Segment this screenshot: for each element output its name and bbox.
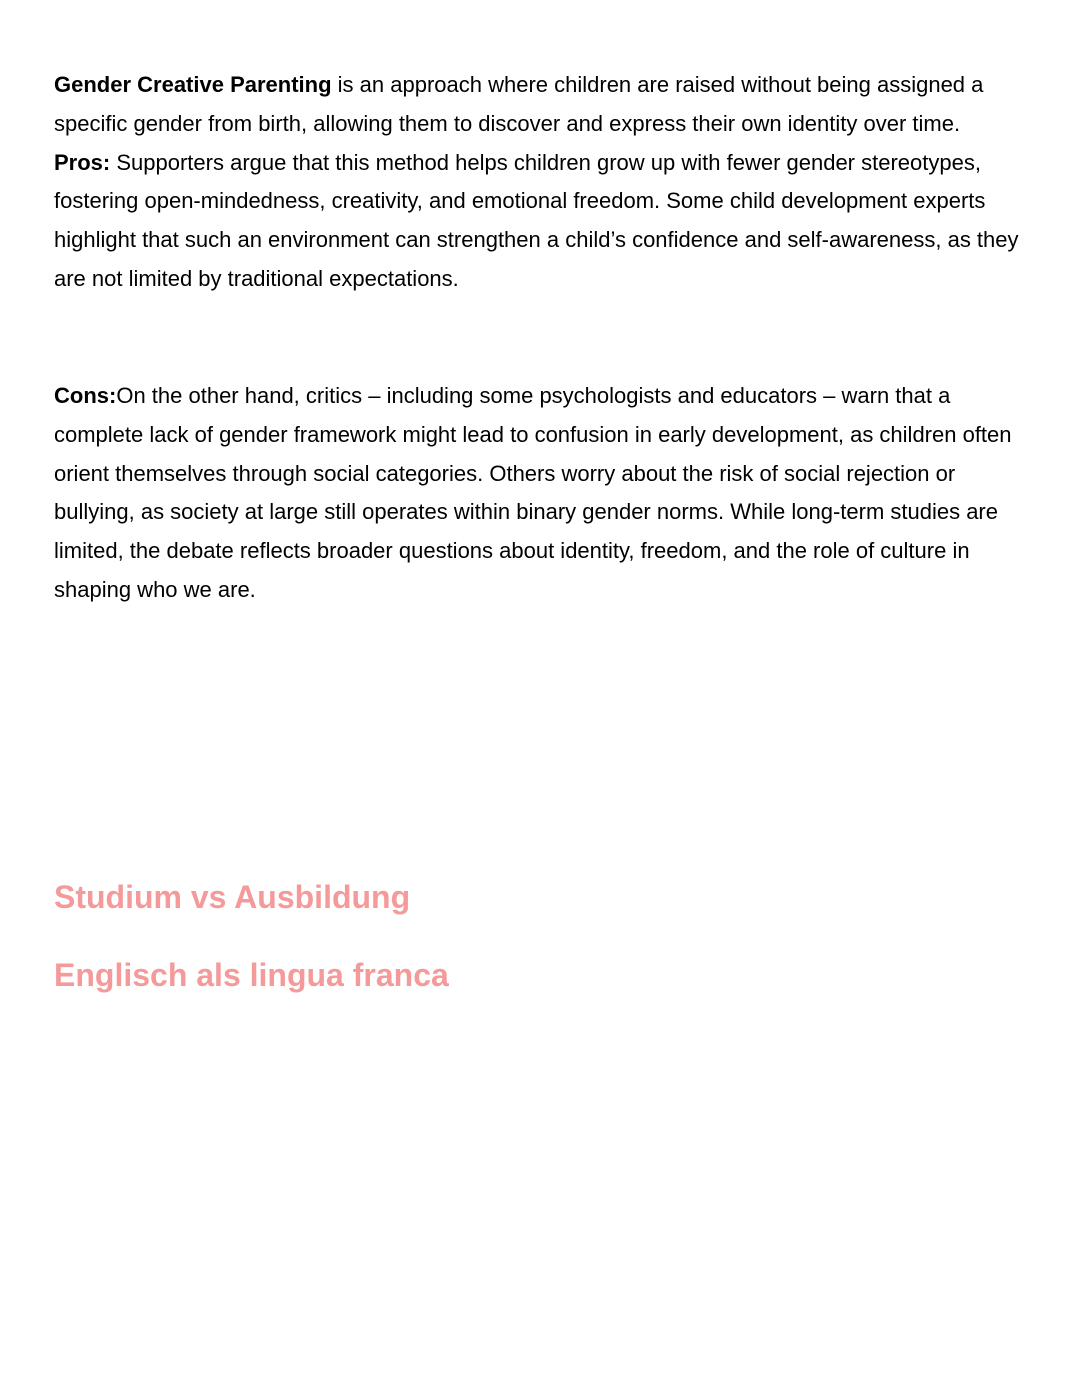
cons-label: Cons: [54, 383, 117, 408]
heading-englisch-lingua-franca: Englisch als lingua franca [54, 957, 449, 993]
definition-paragraph [54, 72, 983, 136]
heading-studium-vs-ausbildung: Studium vs Ausbildung [54, 879, 411, 915]
pros-paragraph [54, 150, 1019, 291]
term-title: Gender Creative Parenting [54, 72, 332, 97]
intro-and-pros-block [54, 66, 1030, 299]
cons-text: On the other hand, critics – including some psychologists and educators – warn that a complete lack of gender framework might lead to confusion in early development, as children often orient themselves through social categories. Others worry about the risk of social rejection or bullying, as society at large still operates within binary gender norms. While long-term studies are limited, the debate reflects broader questions about identity, freedom, and the role of culture in shaping who we are. [54, 383, 1012, 602]
pros-text: Supporters argue that this method helps children grow up with fewer gender stereotypes, fostering open-mindedness, creativity, and emotional freedom. Some child development experts highlight that such an environment can strengthen a child’s confidence and self-awareness, as they are not limited by traditional expectations. [54, 149, 1019, 291]
definition-text: is an approach where children are raised without being assigned a specific gender from birth, allowing them to discover and express their own identity over time. [54, 72, 984, 136]
pros-label: Pros: [54, 149, 111, 175]
cons-paragraph [54, 377, 1030, 610]
